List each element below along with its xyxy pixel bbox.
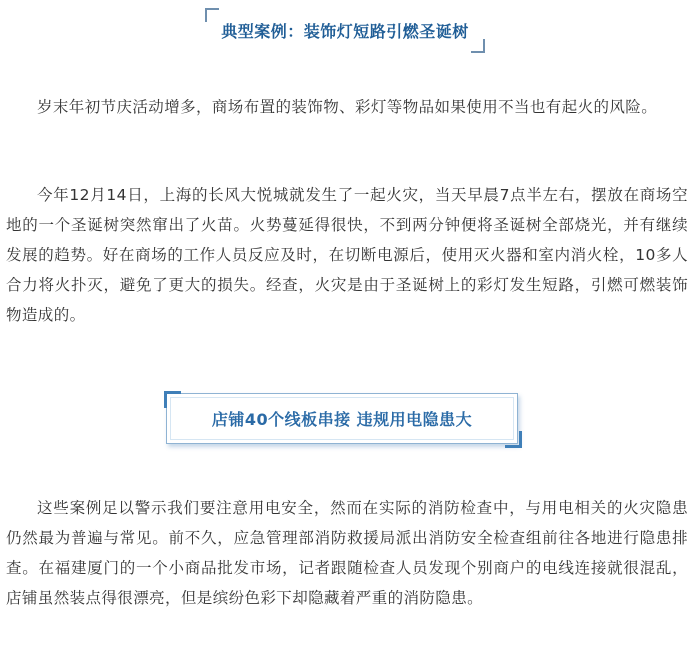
section-heading-text: 店铺40个线板串接 违规用电隐患大 <box>211 410 473 429</box>
corner-decoration <box>505 431 522 448</box>
corner-decoration <box>471 39 485 53</box>
paragraph: 今年12月14日，上海的长风大悦城就发生了一起火灾，当天早晨7点半左右，摆放在商场空地的一个圣诞树突然窜出了火苗。火势蔓延得很快，不到两分钟便将圣诞树全部烧光，并有继续发展的趋势。好在商场的工作人员反应及时，在切断电源后，使用灭火器和室内消火栓，10多人合力将火扑灭，避免了更大的损失。经查，火灾是由于圣诞树上的彩灯发生短路，引燃可燃装饰物造成的。 <box>6 186 688 324</box>
paragraph: 这些案例足以警示我们要注意用电安全，然而在实际的消防检查中，与用电相关的火灾隐患仍然最为普遍与常见。前不久，应急管理部消防救援局派出消防安全检查组前往各地进行隐患排查。在福建厦门的一个小商品批发市场，记者跟随检查人员发现个别商户的电线连接就很混乱，店铺虽然装点得很漂亮，但是缤纷色彩下却隐藏着严重的消防隐患。 <box>6 499 688 607</box>
section-heading-case <box>206 9 484 52</box>
section-heading-wiring <box>166 393 518 444</box>
section-heading-text: 典型案例：装饰灯短路引燃圣诞树 <box>221 22 469 41</box>
corner-decoration <box>205 8 219 22</box>
paragraph: 岁末年初节庆活动增多，商场布置的装饰物、彩灯等物品如果使用不当也有起火的风险。 <box>37 98 658 116</box>
corner-decoration <box>164 391 181 408</box>
